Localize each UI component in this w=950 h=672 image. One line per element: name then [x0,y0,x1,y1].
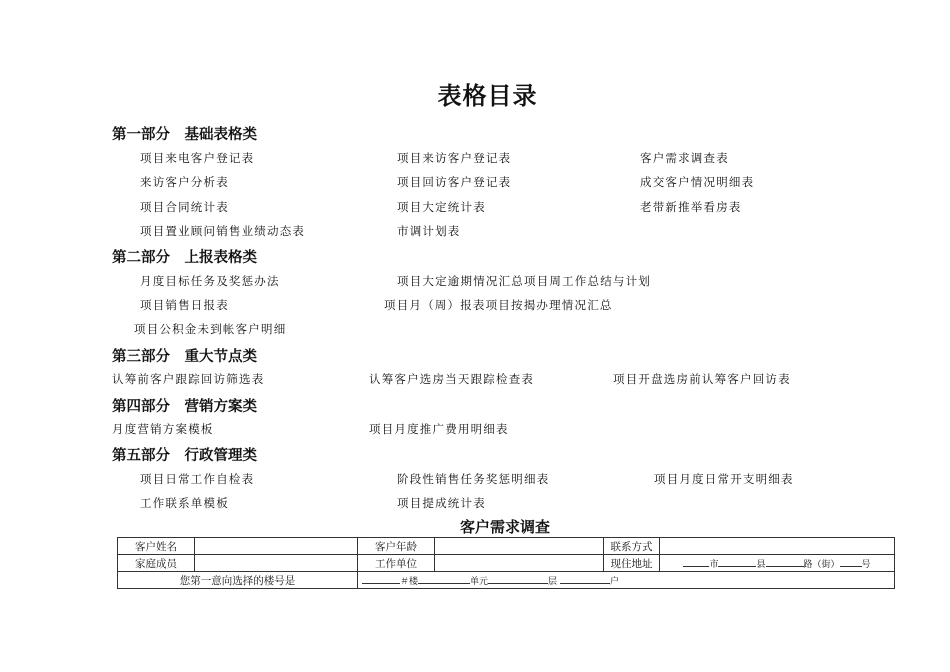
list-item: 项目回访客户登记表 [397,175,512,189]
section-2-heading: 第二部分 上报表格类 [112,250,257,266]
list-item: 项目销售日报表 [140,298,229,312]
floor-suffix: 层 [548,576,558,587]
list-item: 来访客户分析表 [140,175,229,189]
list-item: 老带新推举看房表 [640,200,742,214]
list-item: 项目合同统计表 [140,200,229,214]
list-item: 项目开盘选房前认筹客户回访表 [613,372,791,386]
blank-line[interactable] [766,557,804,567]
list-item: 项目月度日常开支明细表 [654,472,794,486]
section-5-heading: 第五部分 行政管理类 [112,448,257,464]
table-row [118,555,895,572]
list-item: 项目来访客户登记表 [397,151,512,165]
survey-title: 客户需求调查 [459,518,550,536]
blank-line[interactable] [362,574,400,584]
list-item: 项目大定逾期情况汇总项目周工作总结与计划 [397,274,651,288]
list-item: 项目日常工作自检表 [140,472,255,486]
customer-age-label: 客户年龄 [358,538,435,555]
blank-line[interactable] [840,557,862,567]
list-item: 项目月度推广费用明细表 [369,422,509,436]
work-unit-field[interactable] [435,555,604,572]
customer-age-field[interactable] [435,538,604,555]
address-field[interactable] [660,555,895,572]
list-item: 项目公积金未到帐客户明细 [134,322,287,336]
contact-field[interactable] [660,538,895,555]
unit-suffix: 单元 [470,576,489,587]
list-item: 客户需求调查表 [640,151,729,165]
blank-line[interactable] [560,574,610,584]
survey-form-table [117,537,895,589]
number-suffix: 号 [861,559,871,570]
list-item: 项目大定统计表 [397,200,486,214]
customer-name-label: 客户姓名 [118,538,195,555]
list-item: 项目提成统计表 [397,496,486,510]
building-question-label: 您第一意向选择的楼号是 [118,572,358,589]
list-item: 市调计划表 [397,224,461,238]
contact-label: 联系方式 [604,538,660,555]
blank-line[interactable] [418,574,470,584]
county-suffix: 县 [756,559,766,570]
building-choice-field[interactable] [358,572,895,589]
list-item: 项目月（周）报表项目按揭办理情况汇总 [384,298,613,312]
address-label: 现住地址 [604,555,660,572]
room-suffix: 户 [609,576,619,587]
list-item: 认筹客户选房当天跟踪检查表 [369,372,535,386]
list-item: 月度目标任务及奖惩办法 [140,274,280,288]
list-item: 成交客户情况明细表 [640,175,755,189]
section-4-heading: 第四部分 营销方案类 [112,399,257,415]
work-unit-label: 工作单位 [358,555,435,572]
family-members-field[interactable] [195,555,358,572]
building-suffix: ＃楼 [400,576,419,587]
list-item: 月度营销方案模板 [112,422,214,436]
document-title: 表格目录 [437,82,538,110]
section-3-heading: 第三部分 重大节点类 [112,349,257,365]
family-members-label: 家庭成员 [118,555,195,572]
table-row [118,538,895,555]
list-item: 项目来电客户登记表 [140,151,255,165]
customer-name-field[interactable] [195,538,358,555]
city-suffix: 市 [709,559,719,570]
blank-line[interactable] [718,557,756,567]
list-item: 工作联系单模板 [140,496,229,510]
blank-line[interactable] [683,557,709,567]
list-item: 项目置业顾问销售业绩动态表 [140,224,306,238]
list-item: 认筹前客户跟踪回访筛选表 [112,372,265,386]
section-1-heading: 第一部分 基础表格类 [112,127,257,143]
blank-line[interactable] [488,574,548,584]
table-row [118,572,895,589]
list-item: 阶段性销售任务奖惩明细表 [397,472,550,486]
road-suffix: 路（街） [803,559,840,570]
